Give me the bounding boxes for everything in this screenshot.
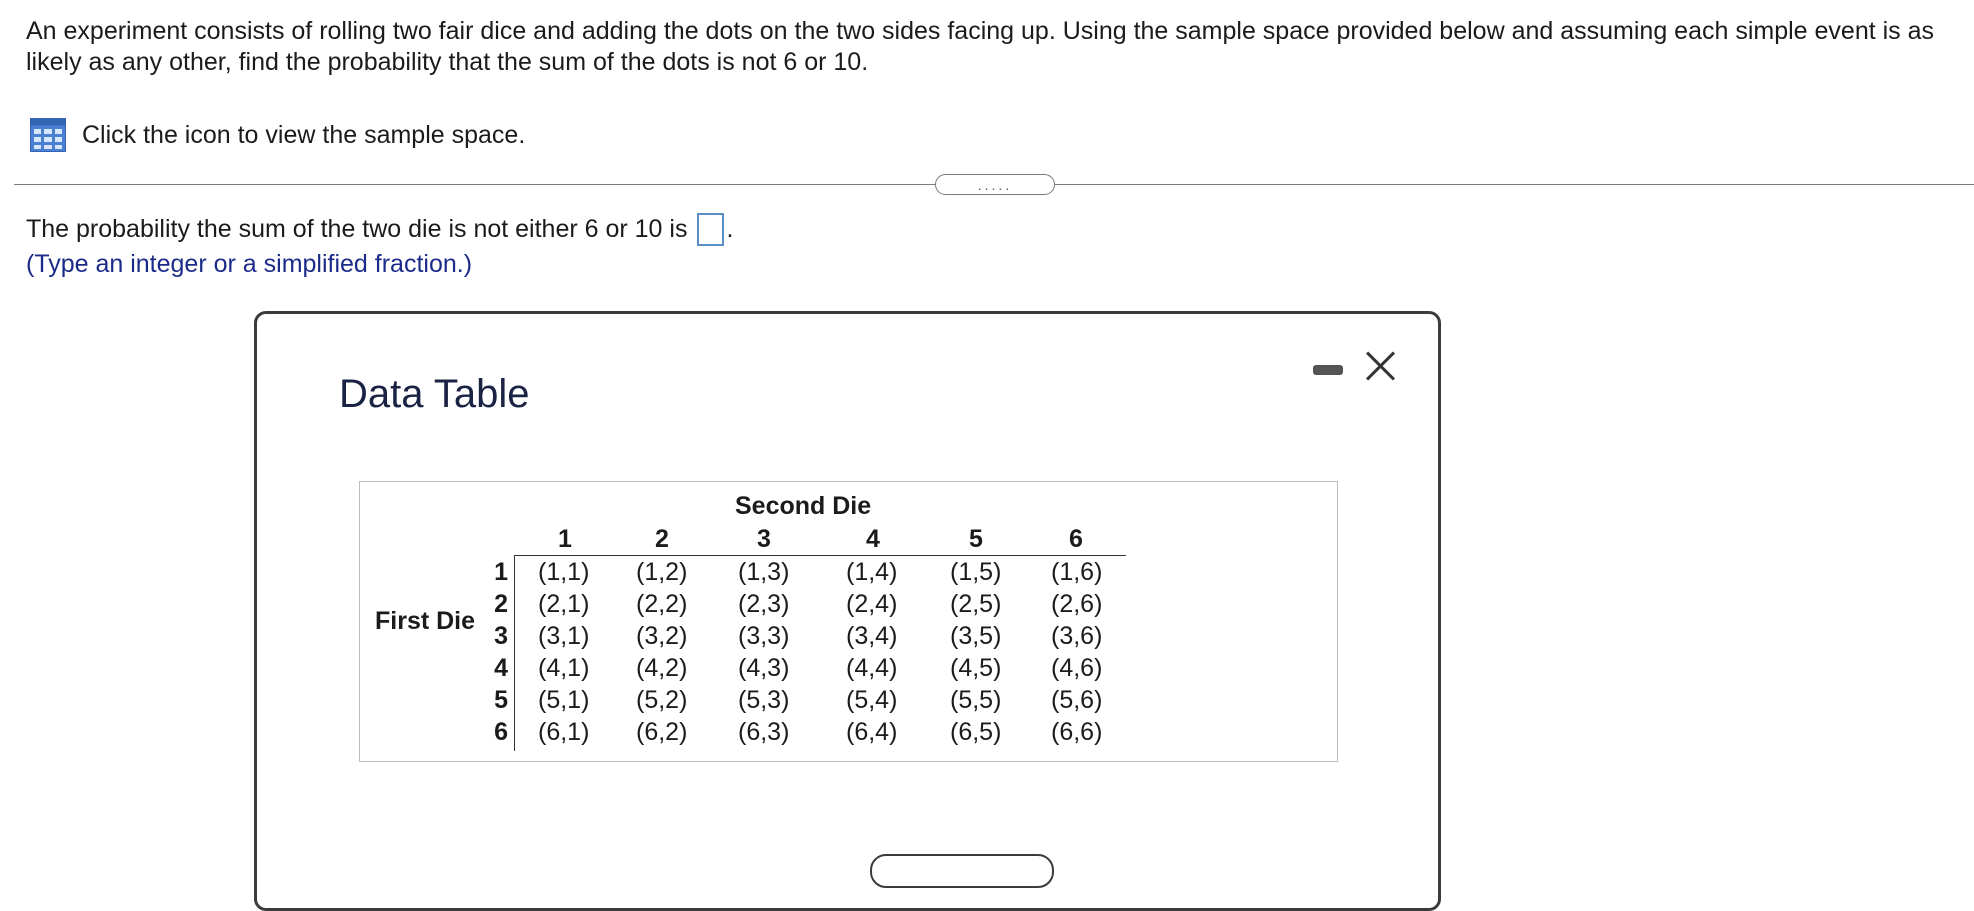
row-group-label: First Die	[375, 607, 476, 635]
table-cell: (6,2)	[636, 718, 688, 746]
table-cell: (2,2)	[636, 590, 688, 618]
table-cell: (1,1)	[538, 558, 590, 586]
row-header: 6	[494, 718, 508, 746]
table-cell: (6,6)	[1051, 718, 1103, 746]
table-cell: (3,6)	[1051, 622, 1103, 650]
table-cell: (1,4)	[846, 558, 898, 586]
dialog-title: Data Table	[339, 372, 530, 416]
table-cell: (4,1)	[538, 654, 590, 682]
table-cell: (3,3)	[738, 622, 790, 650]
answer-prompt: The probability the sum of the two die is not either 6 or 10 is	[26, 215, 688, 243]
table-cell: (1,2)	[636, 558, 688, 586]
close-icon[interactable]	[1363, 347, 1397, 381]
row-header-rule	[514, 555, 515, 751]
answer-instructions: (Type an integer or a simplified fraction.)	[26, 250, 473, 278]
table-cell: (4,5)	[950, 654, 1002, 682]
row-header: 4	[494, 654, 508, 682]
table-cell: (4,2)	[636, 654, 688, 682]
table-cell: (1,3)	[738, 558, 790, 586]
dialog-action-button[interactable]	[870, 854, 1054, 888]
divider-handle[interactable]: .....	[935, 174, 1055, 195]
table-cell: (1,6)	[1051, 558, 1103, 586]
row-header: 5	[494, 686, 508, 714]
column-header: 4	[866, 525, 880, 553]
table-cell: (6,5)	[950, 718, 1002, 746]
table-cell: (2,5)	[950, 590, 1002, 618]
column-group-label: Second Die	[735, 492, 872, 520]
table-cell: (5,5)	[950, 686, 1002, 714]
table-cell: (2,3)	[738, 590, 790, 618]
column-header: 2	[655, 525, 669, 553]
table-cell: (6,4)	[846, 718, 898, 746]
minimize-icon[interactable]	[1313, 365, 1343, 375]
table-cell: (5,1)	[538, 686, 590, 714]
table-icon[interactable]	[30, 118, 66, 152]
table-cell: (2,1)	[538, 590, 590, 618]
column-header: 1	[558, 525, 572, 553]
table-cell: (2,6)	[1051, 590, 1103, 618]
table-cell: (6,3)	[738, 718, 790, 746]
table-cell: (3,4)	[846, 622, 898, 650]
table-cell: (3,2)	[636, 622, 688, 650]
answer-suffix: .	[726, 215, 734, 243]
view-sample-space-link[interactable]	[30, 117, 525, 153]
column-header: 5	[969, 525, 983, 553]
table-cell: (5,3)	[738, 686, 790, 714]
column-header: 3	[757, 525, 771, 553]
table-cell: (4,3)	[738, 654, 790, 682]
row-header: 3	[494, 622, 508, 650]
table-cell: (4,6)	[1051, 654, 1103, 682]
table-cell: (4,4)	[846, 654, 898, 682]
row-header: 1	[494, 558, 508, 586]
table-cell: (6,1)	[538, 718, 590, 746]
answer-row	[26, 211, 733, 247]
table-cell: (1,5)	[950, 558, 1002, 586]
table-cell: (5,4)	[846, 686, 898, 714]
column-header: 6	[1069, 525, 1083, 553]
question-text: An experiment consists of rolling two fair dice and adding the dots on the two sides facing up. Using the sample space provided below and assuming each simple event is as likely as any other, find the probability that the sum of the dots is not 6 or 10.	[26, 17, 1935, 76]
header-rule	[514, 555, 1126, 556]
answer-input[interactable]	[697, 213, 724, 246]
table-cell: (2,4)	[846, 590, 898, 618]
table-cell: (3,5)	[950, 622, 1002, 650]
row-header: 2	[494, 590, 508, 618]
table-cell: (5,6)	[1051, 686, 1103, 714]
table-cell: (3,1)	[538, 622, 590, 650]
hint-label: Click the icon to view the sample space.	[82, 120, 526, 149]
table-cell: (5,2)	[636, 686, 688, 714]
